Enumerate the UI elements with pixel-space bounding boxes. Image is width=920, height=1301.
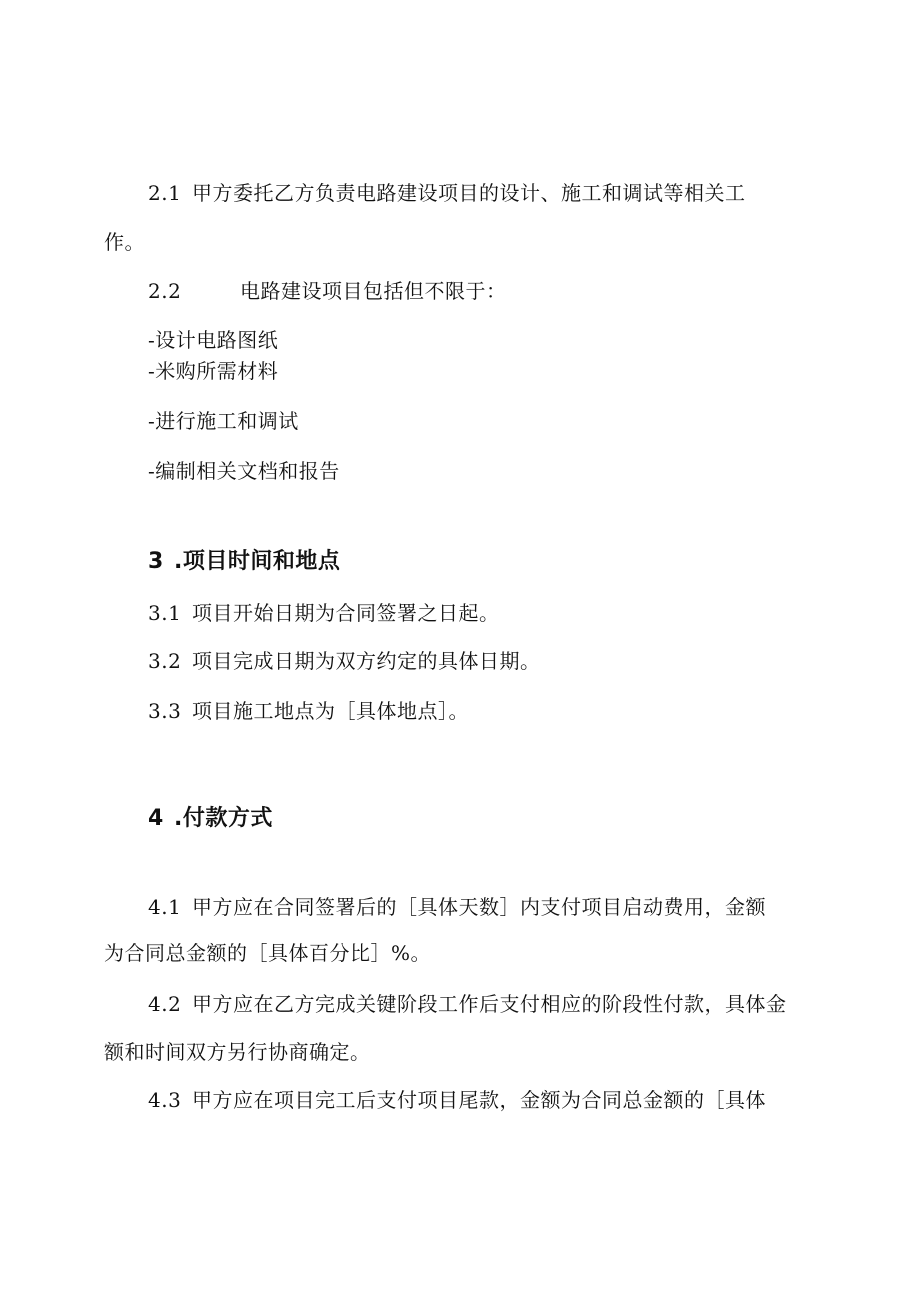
clause-text: 项目完成日期为双方约定的具体日期。 bbox=[192, 649, 541, 673]
clause-4-3-line1 bbox=[148, 1088, 766, 1112]
list-item: -米购所需材料 bbox=[148, 359, 279, 383]
clause-2-2 bbox=[148, 279, 507, 303]
clause-4-2-line1 bbox=[148, 992, 787, 1016]
clause-3-3 bbox=[148, 699, 469, 723]
clause-number: 3.1 bbox=[148, 601, 182, 625]
clause-text: 甲方委托乙方负责电路建设项目的设计、施工和调试等相关工 bbox=[192, 181, 746, 205]
list-item: -设计电路图纸 bbox=[148, 328, 279, 352]
clause-number: 2.1 bbox=[148, 181, 182, 205]
list-item: -进行施工和调试 bbox=[148, 409, 299, 433]
clause-number: 4.2 bbox=[148, 992, 182, 1016]
list-item: -编制相关文档和报告 bbox=[148, 459, 340, 483]
section-number: 3 bbox=[148, 549, 164, 574]
clause-text: 甲方应在乙方完成关键阶段工作后支付相应的阶段性付款，具体金 bbox=[192, 992, 787, 1016]
clause-4-2-line2: 额和时间双方另行协商确定。 bbox=[104, 1040, 371, 1064]
clause-text: 甲方应在合同签署后的［具体天数］内支付项目启动费用，金额 bbox=[192, 895, 766, 919]
clause-3-2 bbox=[148, 649, 541, 673]
clause-number: 3.2 bbox=[148, 649, 182, 673]
clause-text: 甲方应在项目完工后支付项目尾款，金额为合同总金额的［具体 bbox=[192, 1088, 766, 1112]
clause-number: 3.3 bbox=[148, 699, 182, 723]
clause-2-1-line2: 作。 bbox=[104, 230, 145, 254]
clause-4-1-line1 bbox=[148, 895, 766, 919]
section-3-heading bbox=[148, 550, 340, 574]
clause-4-1-line2: 为合同总金额的［具体百分比］%。 bbox=[104, 941, 432, 965]
clause-number: 2.2 bbox=[148, 279, 182, 303]
section-4-heading bbox=[148, 807, 273, 831]
section-title: .付款方式 bbox=[174, 806, 273, 831]
section-title: .项目时间和地点 bbox=[174, 549, 341, 574]
clause-3-1 bbox=[148, 601, 500, 625]
section-number: 4 bbox=[148, 806, 164, 831]
clause-text: 项目开始日期为合同签署之日起。 bbox=[192, 601, 500, 625]
clause-2-1-line1 bbox=[148, 181, 746, 205]
clause-number: 4.3 bbox=[148, 1088, 182, 1112]
clause-text: 电路建设项目包括但不限于： bbox=[240, 279, 507, 303]
clause-text: 项目施工地点为［具体地点］。 bbox=[192, 699, 469, 723]
clause-number: 4.1 bbox=[148, 895, 182, 919]
